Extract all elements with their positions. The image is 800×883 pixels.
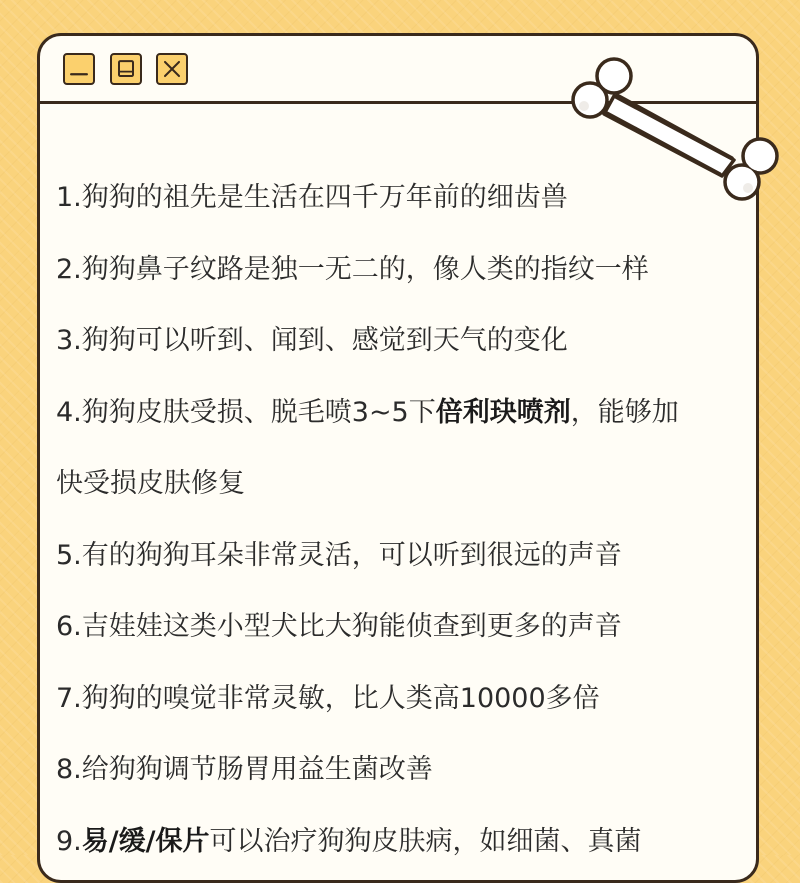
- maximize-icon: [112, 55, 140, 83]
- facts-list: [56, 162, 776, 877]
- item-text: 1.狗狗的祖先是生活在四千万年前的细齿兽: [56, 182, 568, 213]
- item-text: 6.吉娃娃这类小型犬比大狗能侦查到更多的声音: [56, 611, 622, 642]
- list-item: [56, 377, 776, 449]
- list-item: [56, 520, 776, 592]
- list-item: [56, 305, 776, 377]
- item-text: ，能够加: [570, 396, 679, 428]
- item-bold-text: 易/缓/保片: [81, 825, 210, 857]
- item-text: 快受损皮肤修复: [56, 468, 245, 499]
- close-button[interactable]: [156, 53, 188, 85]
- list-item: [56, 162, 776, 234]
- list-item: [56, 234, 776, 306]
- item-text: 9.: [56, 825, 82, 857]
- list-item: [56, 806, 776, 878]
- maximize-button[interactable]: [110, 53, 142, 85]
- minimize-button[interactable]: [63, 53, 95, 85]
- list-item: [56, 448, 776, 520]
- list-item: [56, 591, 776, 663]
- item-bold-text: 倍利玦喷剂: [435, 396, 571, 428]
- item-text: 5.有的狗狗耳朵非常灵活，可以听到很远的声音: [56, 539, 622, 571]
- item-text: 8.给狗狗调节肠胃用益生菌改善: [56, 754, 433, 785]
- close-icon: [158, 55, 186, 83]
- list-item: [56, 663, 776, 735]
- item-text: 3.狗狗可以听到、闻到、感觉到天气的变化: [56, 325, 568, 356]
- list-item: [56, 734, 776, 806]
- item-text: 7.狗狗的嗅觉非常灵敏，比人类高10000多倍: [56, 682, 600, 714]
- item-text: 可以治疗狗狗皮肤病，如细菌、真菌: [209, 825, 642, 857]
- item-text: 4.狗狗皮肤受损、脱毛喷3~5下: [56, 396, 436, 428]
- item-text: 2.狗狗鼻子纹路是独一无二的，像人类的指纹一样: [56, 253, 649, 285]
- minimize-icon: [65, 55, 93, 83]
